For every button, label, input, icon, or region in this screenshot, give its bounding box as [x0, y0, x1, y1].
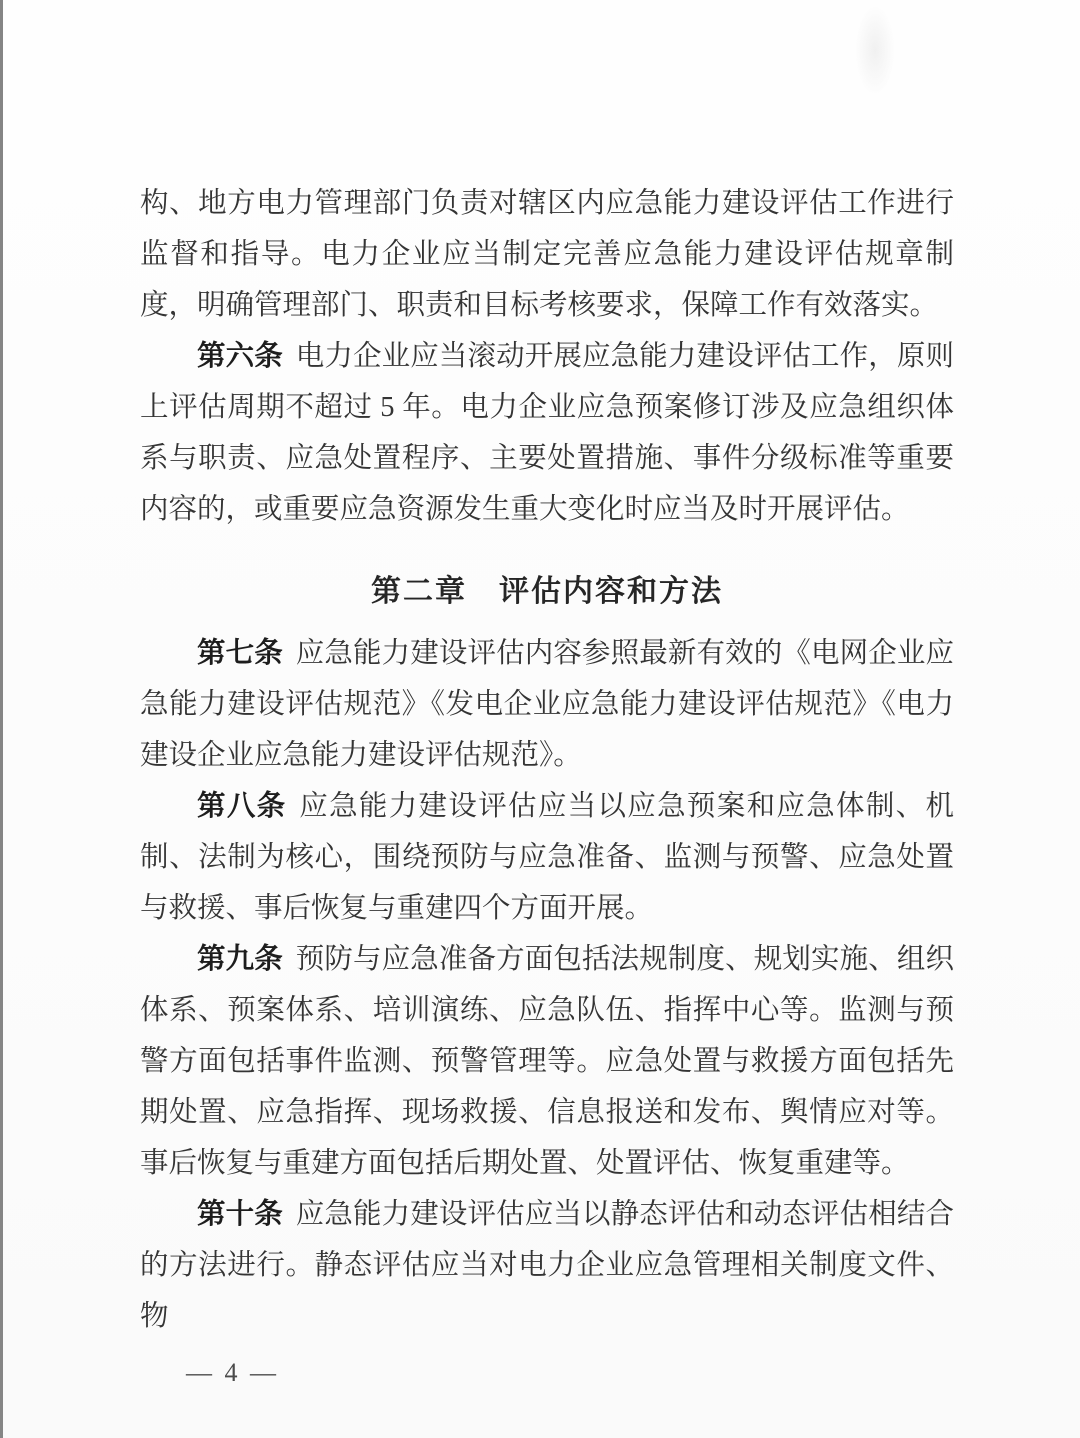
article-8-paragraph — [140, 781, 954, 934]
article-7-text: 应急能力建设评估内容参照最新有效的《电网企业应急能力建设评估规范》《发电企业应急能力建设评估规范》《电力建设企业应急能力建设评估规范》。 — [140, 638, 954, 771]
article-9-paragraph — [140, 934, 954, 1189]
article-7-paragraph — [140, 628, 954, 781]
document-body — [140, 178, 954, 1342]
article-8-number: 第八条 — [197, 790, 287, 822]
article-8-text: 应急能力建设评估应当以应急预案和应急体制、机制、法制为核心，围绕预防与应急准备、监测与预警、应急处置与救援、事后恢复与重建四个方面开展。 — [140, 791, 954, 924]
article-6-number: 第六条 — [197, 340, 283, 372]
article-10-paragraph — [140, 1189, 954, 1342]
scan-left-edge — [0, 0, 3, 1438]
article-9-text: 预防与应急准备方面包括法规制度、规划实施、组织体系、预案体系、培训演练、应急队伍、指挥中心等。监测与预警方面包括事件监测、预警管理等。应急处置与救援方面包括先期处置、应急指挥、现场救援、信息报送和发布、舆情应对等。事后恢复与重建方面包括后期处置、处置评估、恢复重建等。 — [140, 944, 954, 1179]
scan-smudge — [855, 5, 895, 95]
article-9-number: 第九条 — [197, 943, 283, 975]
page-number: — 4 — — [186, 1358, 279, 1387]
article-10-number: 第十条 — [197, 1198, 283, 1230]
article-7-number: 第七条 — [197, 637, 283, 669]
article-10-text: 应急能力建设评估应当以静态评估和动态评估相结合的方法进行。静态评估应当对电力企业应急管理相关制度文件、物 — [140, 1199, 954, 1332]
chapter-heading: 第二章 评估内容和方法 — [371, 575, 723, 608]
article-6-text: 电力企业应当滚动开展应急能力建设评估工作，原则上评估周期不超过 5 年。电力企业应急预案修订涉及应急组织体系与职责、应急处置程序、主要处置措施、事件分级标准等重要内容的，或重要应急资源发生重大变化时应当及时开展评估。 — [140, 341, 954, 525]
continuation-paragraph: 构、地方电力管理部门负责对辖区内应急能力建设评估工作进行监督和指导。电力企业应当制定完善应急能力建设评估规章制度，明确管理部门、职责和目标考核要求，保障工作有效落实。 — [140, 188, 954, 321]
article-6-paragraph — [140, 331, 954, 535]
